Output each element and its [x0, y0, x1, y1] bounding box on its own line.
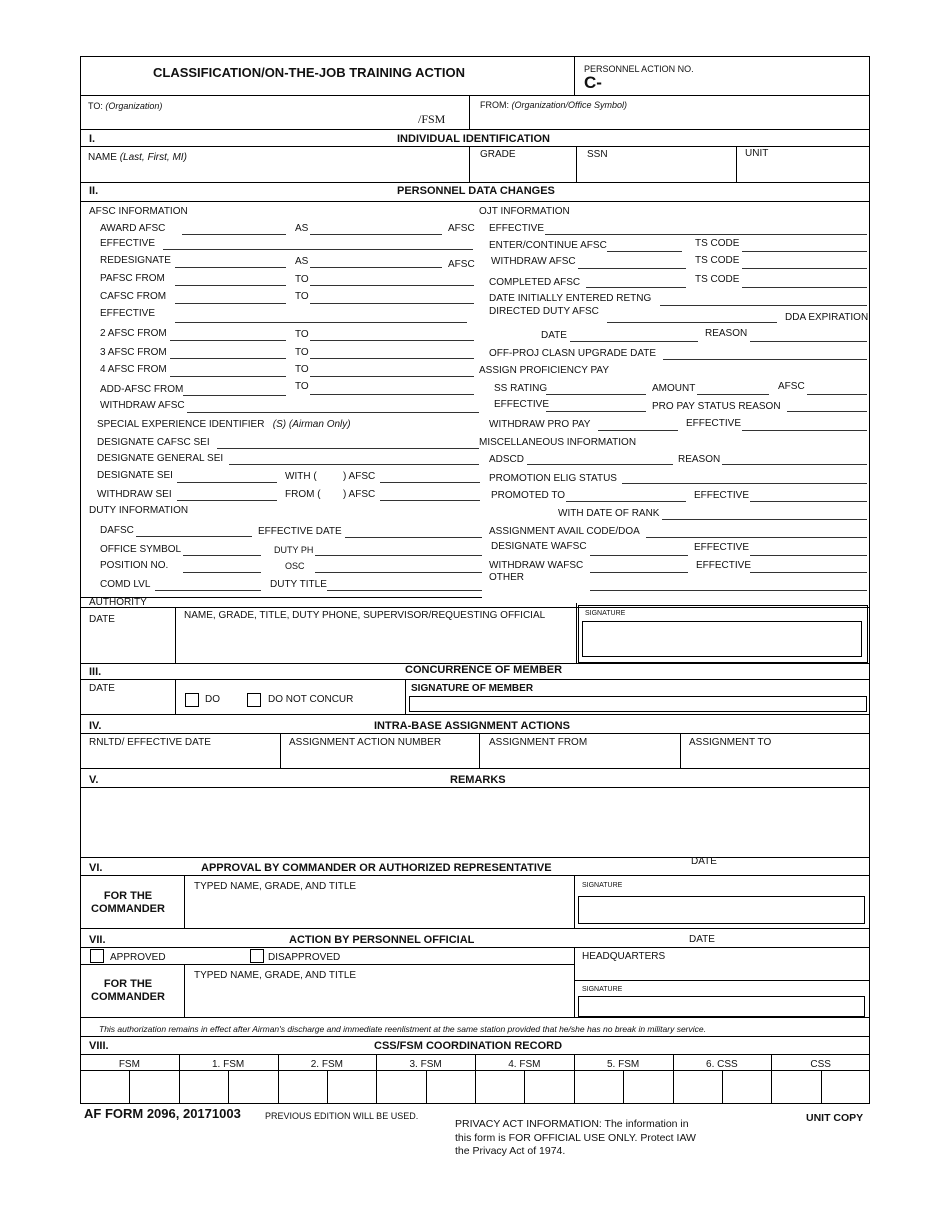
adscd-field[interactable] [527, 464, 673, 465]
withdraw-wafsc-effective-label: EFFECTIVE [696, 560, 752, 571]
sec6-signature-box[interactable] [578, 896, 865, 924]
coord-cell-date[interactable] [426, 1071, 475, 1104]
assign-prof-pay-label: ASSIGN PROFICIENCY PAY [479, 365, 610, 376]
coord-cell-date[interactable] [327, 1071, 376, 1104]
award-afsc-field[interactable] [182, 234, 286, 235]
afsc2-from-label: 2 AFSC FROM [100, 328, 167, 339]
withdraw-wafsc-field[interactable] [590, 572, 688, 573]
cafsc-from-label: CAFSC FROM [100, 291, 167, 302]
concur-date-label: DATE [89, 683, 115, 694]
date-of-rank-label: WITH DATE OF RANK [558, 508, 660, 519]
withdraw-sei-afsc-field[interactable] [380, 500, 480, 501]
authority-signature-box[interactable] [582, 621, 862, 657]
dda-date-field[interactable] [570, 341, 698, 342]
designate-general-sei-field[interactable] [229, 464, 479, 465]
afsc2-to-field[interactable] [310, 340, 474, 341]
sec5-title: REMARKS [450, 774, 506, 786]
form-number: AF FORM 2096, 20171003 [84, 1106, 241, 1121]
designate-sei-with: WITH ( [285, 471, 317, 482]
withdraw-afsc-label: WITHDRAW AFSC [100, 400, 185, 411]
osc-field[interactable] [315, 572, 482, 573]
cafsc-to-label: TO [295, 291, 309, 302]
dafsc-label: DAFSC [100, 525, 134, 536]
to-label: TO: (Organization) [88, 101, 163, 111]
duty-ph-field[interactable] [315, 555, 482, 556]
off-proj-label: OFF-PROJ CLASN UPGRADE DATE [489, 348, 657, 359]
coord-col-header: 3. FSM [409, 1059, 442, 1070]
designate-wafsc-field[interactable] [590, 555, 688, 556]
disapproved-label: DISAPPROVED [268, 952, 341, 963]
withdraw-sei-from: FROM ( [285, 489, 321, 500]
promoted-to-field[interactable] [566, 501, 686, 502]
add-afsc-to-label: TO [295, 381, 309, 392]
sei-heading: SPECIAL EXPERIENCE IDENTIFIER (S) (Airman Only) [97, 419, 351, 430]
completed-afsc-field[interactable] [586, 287, 686, 288]
sec7-number: VII. [89, 934, 106, 946]
coord-col-header: 2. FSM [310, 1059, 343, 1070]
withdraw-sei-field[interactable] [177, 500, 277, 501]
assignment-from-label: ASSIGNMENT FROM [489, 737, 588, 748]
sec3-title: CONCURRENCE OF MEMBER [405, 664, 563, 676]
ss-rating-field[interactable] [546, 394, 646, 395]
effective2-label: EFFECTIVE [100, 308, 156, 319]
designate-general-sei-label: DESIGNATE GENERAL SEI [97, 453, 224, 464]
add-afsc-to-field[interactable] [310, 394, 474, 395]
ssn-label: SSN [587, 149, 608, 160]
coord-col-header: 6. CSS [706, 1059, 738, 1070]
coord-cell-initials[interactable] [179, 1071, 228, 1104]
afsc3-to-field[interactable] [310, 358, 474, 359]
cafsc-from-field[interactable] [175, 303, 286, 304]
do-concur-label: DO [205, 694, 220, 705]
redesignate-as-field[interactable] [310, 267, 442, 268]
sec6-number: VI. [89, 862, 103, 874]
assignment-avail-field[interactable] [646, 537, 867, 538]
sec8-title: CSS/FSM COORDINATION RECORD [374, 1040, 563, 1052]
personnel-action-label: PERSONNEL ACTION NO. [584, 64, 694, 74]
ss-rating-label: SS RATING [494, 383, 548, 394]
sec7-signature-box[interactable] [578, 996, 865, 1017]
prof-pay-effective-field[interactable] [546, 411, 646, 412]
designate-wafsc-effective-label: EFFECTIVE [694, 542, 750, 553]
withdraw-pro-pay-label: WITHDRAW PRO PAY [489, 419, 591, 430]
authority-date-label: DATE [89, 614, 115, 625]
promoted-to-label: PROMOTED TO [491, 490, 566, 501]
date-of-rank-field[interactable] [662, 519, 867, 520]
coord-cell-initials[interactable] [278, 1071, 327, 1104]
afsc3-from-field[interactable] [170, 358, 286, 359]
effective-date-label: EFFECTIVE DATE [258, 526, 342, 537]
coord-cell-initials[interactable] [80, 1071, 129, 1104]
approved-label: APPROVED [110, 952, 166, 963]
coord-cell-date[interactable] [623, 1071, 672, 1104]
designate-sei-label: DESIGNATE SEI [97, 470, 173, 481]
coord-col-header: 4. FSM [508, 1059, 541, 1070]
ts-code-2-label: TS CODE [695, 255, 740, 266]
coord-col-header: CSS [810, 1059, 831, 1070]
amount-field[interactable] [697, 394, 769, 395]
ojt-effective-label: EFFECTIVE [489, 223, 545, 234]
sec7-date-label: DATE [689, 934, 715, 945]
withdraw-pro-pay-field[interactable] [598, 430, 678, 431]
sec7-for-the-commander: FOR THE COMMANDER [91, 978, 165, 1003]
member-signature-box[interactable] [409, 696, 867, 712]
misc-info-heading: MISCELLANEOUS INFORMATION [479, 437, 637, 448]
directed-duty-afsc-label: DIRECTED DUTY AFSC [489, 306, 599, 317]
afsc4-to-field[interactable] [310, 376, 474, 377]
withdraw-afsc-r-label: WITHDRAW AFSC [491, 256, 576, 267]
pafsc-from-field[interactable] [175, 285, 286, 286]
promoted-effective-field[interactable] [750, 501, 867, 502]
coord-cell-date[interactable] [821, 1071, 870, 1104]
effective-date-field[interactable] [345, 537, 482, 538]
effective-label: EFFECTIVE [100, 238, 156, 249]
coord-cell-date[interactable] [129, 1071, 178, 1104]
sec6-date-label: DATE [691, 856, 717, 867]
enter-continue-afsc-field[interactable] [607, 251, 682, 252]
afsc4-from-label: 4 AFSC FROM [100, 364, 167, 375]
coord-cell-initials[interactable] [673, 1071, 722, 1104]
form-title: CLASSIFICATION/ON-THE-JOB TRAINING ACTION [153, 65, 465, 80]
add-afsc-from-field[interactable] [183, 395, 286, 396]
sec7-title: ACTION BY PERSONNEL OFFICIAL [289, 934, 475, 946]
coord-cell-initials[interactable] [574, 1071, 623, 1104]
coord-col-header: 5. FSM [607, 1059, 640, 1070]
coord-cell-initials[interactable] [771, 1071, 820, 1104]
pafsc-to-label: TO [295, 274, 309, 285]
designate-cafsc-sei-field[interactable] [217, 448, 479, 449]
coord-col-header: 1. FSM [212, 1059, 245, 1070]
ts-code-3-label: TS CODE [695, 274, 740, 285]
redesignate-afsc-suffix: AFSC [448, 259, 475, 270]
sec6-title: APPROVAL BY COMMANDER OR AUTHORIZED REPRESENTATIVE [201, 862, 552, 874]
authorization-notice: This authorization remains in effect after Airman's discharge and immediate reenlistment at the same station provided that he/she has no break in military service. [99, 1024, 706, 1034]
ts-code-1-field[interactable] [742, 251, 867, 252]
comd-lvl-label: COMD LVL [100, 579, 151, 590]
other-label: OTHER [489, 572, 524, 583]
coord-cell-initials[interactable] [475, 1071, 524, 1104]
member-signature-label: SIGNATURE OF MEMBER [411, 683, 534, 694]
authority-label: AUTHORITY [89, 597, 147, 608]
afsc4-to-label: TO [295, 364, 309, 375]
effective2-field[interactable] [175, 322, 467, 323]
coord-cell-initials[interactable] [376, 1071, 425, 1104]
to-org-value[interactable]: /FSM [418, 112, 446, 126]
duty-title-label: DUTY TITLE [270, 579, 327, 590]
pro-pay-status-reason-field[interactable] [787, 411, 867, 412]
designate-sei-afsc-field[interactable] [380, 482, 480, 483]
withdraw-sei-afsc: ) AFSC [343, 489, 376, 500]
adscd-reason-field[interactable] [722, 464, 867, 465]
authority-signature-label: SIGNATURE [585, 610, 626, 617]
sec6-signature-label: SIGNATURE [582, 882, 623, 889]
do-not-concur-label: DO NOT CONCUR [268, 694, 354, 705]
approved-checkbox[interactable] [90, 949, 104, 963]
sec2-number: II. [89, 185, 99, 197]
designate-cafsc-sei-label: DESIGNATE CAFSC SEI [97, 437, 210, 448]
enter-continue-afsc-label: ENTER/CONTINUE AFSC [489, 240, 607, 251]
directed-duty-afsc-field[interactable] [607, 322, 777, 323]
ts-code-1-label: TS CODE [695, 238, 740, 249]
promotion-elig-label: PROMOTION ELIG STATUS [489, 473, 617, 484]
copy-label: UNIT COPY [806, 1112, 864, 1124]
withdraw-wafsc-effective-field[interactable] [750, 572, 867, 573]
headquarters-label: HEADQUARTERS [582, 951, 666, 962]
effective-field[interactable] [163, 249, 473, 250]
sec5-number: V. [89, 774, 99, 786]
withdraw-pro-pay-effective-field[interactable] [742, 430, 867, 431]
do-concur-checkbox[interactable] [185, 693, 199, 707]
position-no-label: POSITION NO. [100, 560, 169, 571]
amount-label: AMOUNT [652, 383, 696, 394]
award-as-label: AS [295, 223, 309, 234]
dda-date-label: DATE [541, 330, 567, 341]
grade-label: GRADE [480, 149, 516, 160]
afsc2-to-label: TO [295, 329, 309, 340]
sec7-typed-name-label: TYPED NAME, GRADE, AND TITLE [194, 970, 357, 981]
sec1-title: INDIVIDUAL IDENTIFICATION [397, 133, 550, 145]
withdraw-afsc-r-field[interactable] [578, 268, 686, 269]
award-afsc-label: AWARD AFSC [100, 223, 166, 234]
unit-label: UNIT [745, 148, 769, 159]
dda-expiration-label: DDA EXPIRATION [785, 312, 869, 323]
afsc3-from-label: 3 AFSC FROM [100, 347, 167, 358]
designate-sei-field[interactable] [177, 482, 277, 483]
pafsc-to-field[interactable] [310, 285, 474, 286]
date-initially-field[interactable] [660, 305, 867, 306]
pafsc-from-label: PAFSC FROM [100, 273, 165, 284]
afsc3-to-label: TO [295, 347, 309, 358]
name-grade-title-label: NAME, GRADE, TITLE, DUTY PHONE, SUPERVISOR/REQUESTING OFFICIAL [184, 610, 546, 621]
award-as-field[interactable] [310, 234, 442, 235]
adscd-label: ADSCD [489, 454, 525, 465]
sec7-signature-label: SIGNATURE [582, 986, 623, 993]
assignment-to-label: ASSIGNMENT TO [689, 737, 772, 748]
sec4-number: IV. [89, 720, 102, 732]
assignment-avail-label: ASSIGNMENT AVAIL CODE/DOA [489, 526, 640, 537]
coord-col-header: FSM [118, 1059, 140, 1070]
comd-lvl-field[interactable] [155, 590, 261, 591]
promoted-effective-label: EFFECTIVE [694, 490, 750, 501]
designate-sei-afsc: ) AFSC [343, 471, 376, 482]
afsc-info-heading: AFSC INFORMATION [89, 206, 188, 217]
withdraw-pro-pay-effective-label: EFFECTIVE [686, 418, 742, 429]
designate-wafsc-label: DESIGNATE WAFSC [491, 541, 587, 552]
osc-label: OSC [285, 561, 305, 571]
award-afsc-suffix: AFSC [448, 223, 475, 234]
pro-pay-status-reason-label: PRO PAY STATUS REASON [652, 401, 781, 412]
remarks-area[interactable] [82, 789, 868, 855]
withdraw-sei-label: WITHDRAW SEI [97, 489, 172, 500]
ts-code-3-field[interactable] [742, 287, 867, 288]
off-proj-field[interactable] [663, 359, 867, 360]
ojt-info-heading: OJT INFORMATION [479, 206, 570, 217]
adscd-reason-label: REASON [678, 454, 721, 465]
withdraw-wafsc-label: WITHDRAW WAFSC [489, 560, 584, 571]
redesignate-as-label: AS [295, 256, 309, 267]
duty-info-heading: DUTY INFORMATION [89, 505, 189, 516]
sec1-number: I. [89, 133, 96, 145]
designate-wafsc-effective-field[interactable] [750, 555, 867, 556]
afsc2-from-field[interactable] [170, 340, 286, 341]
duty-title-field[interactable] [327, 590, 482, 591]
sec4-title: INTRA-BASE ASSIGNMENT ACTIONS [374, 720, 570, 732]
prof-pay-effective-label: EFFECTIVE [494, 399, 550, 410]
coord-cell-date[interactable] [524, 1071, 573, 1104]
rnltd-label: RNLTD/ EFFECTIVE DATE [89, 737, 211, 748]
withdraw-afsc-field[interactable] [187, 412, 479, 413]
sec6-for-the-commander: FOR THE COMMANDER [91, 890, 165, 915]
dda-reason-field[interactable] [750, 341, 867, 342]
personnel-action-number[interactable]: C- [584, 73, 602, 92]
dafsc-field[interactable] [136, 536, 252, 537]
previous-edition-note: PREVIOUS EDITION WILL BE USED. [265, 1111, 419, 1121]
from-label: FROM: (Organization/Office Symbol) [480, 100, 628, 110]
sec8-number: VIII. [89, 1040, 109, 1052]
disapproved-checkbox[interactable] [250, 949, 264, 963]
promotion-elig-field[interactable] [622, 483, 867, 484]
ts-code-2-field[interactable] [742, 268, 867, 269]
other-field[interactable] [590, 590, 867, 591]
prof-pay-afsc-field[interactable] [807, 394, 867, 395]
prof-pay-afsc-label: AFSC [778, 381, 805, 392]
afsc4-from-field[interactable] [170, 376, 286, 377]
do-not-concur-checkbox[interactable] [247, 693, 261, 707]
office-symbol-label: OFFICE SYMBOL [100, 544, 182, 555]
ojt-effective-field[interactable] [545, 234, 867, 235]
date-initially-label: DATE INITIALLY ENTERED RETNG [489, 293, 652, 304]
sec3-number: III. [89, 666, 102, 678]
add-afsc-from-label: ADD-AFSC FROM [100, 384, 184, 395]
position-no-field[interactable] [183, 572, 261, 573]
coord-cell-date[interactable] [228, 1071, 277, 1104]
assignment-action-number-label: ASSIGNMENT ACTION NUMBER [289, 737, 442, 748]
cafsc-to-field[interactable] [310, 303, 474, 304]
redesignate-label: REDESIGNATE [100, 255, 171, 266]
redesignate-field[interactable] [175, 267, 286, 268]
name-label: NAME (Last, First, MI) [88, 152, 187, 163]
sec2-title: PERSONNEL DATA CHANGES [397, 185, 555, 197]
sec6-typed-name-label: TYPED NAME, GRADE, AND TITLE [194, 881, 357, 892]
privacy-act-notice: PRIVACY ACT INFORMATION: The information in this form is FOR OFFICIAL USE ONLY. Protect IAW the Privacy Act of 1974. [455, 1118, 696, 1157]
completed-afsc-label: COMPLETED AFSC [489, 277, 581, 288]
coord-cell-date[interactable] [722, 1071, 771, 1104]
office-symbol-field[interactable] [183, 555, 261, 556]
duty-ph-label: DUTY PH [274, 545, 314, 555]
dda-reason-label: REASON [705, 328, 748, 339]
